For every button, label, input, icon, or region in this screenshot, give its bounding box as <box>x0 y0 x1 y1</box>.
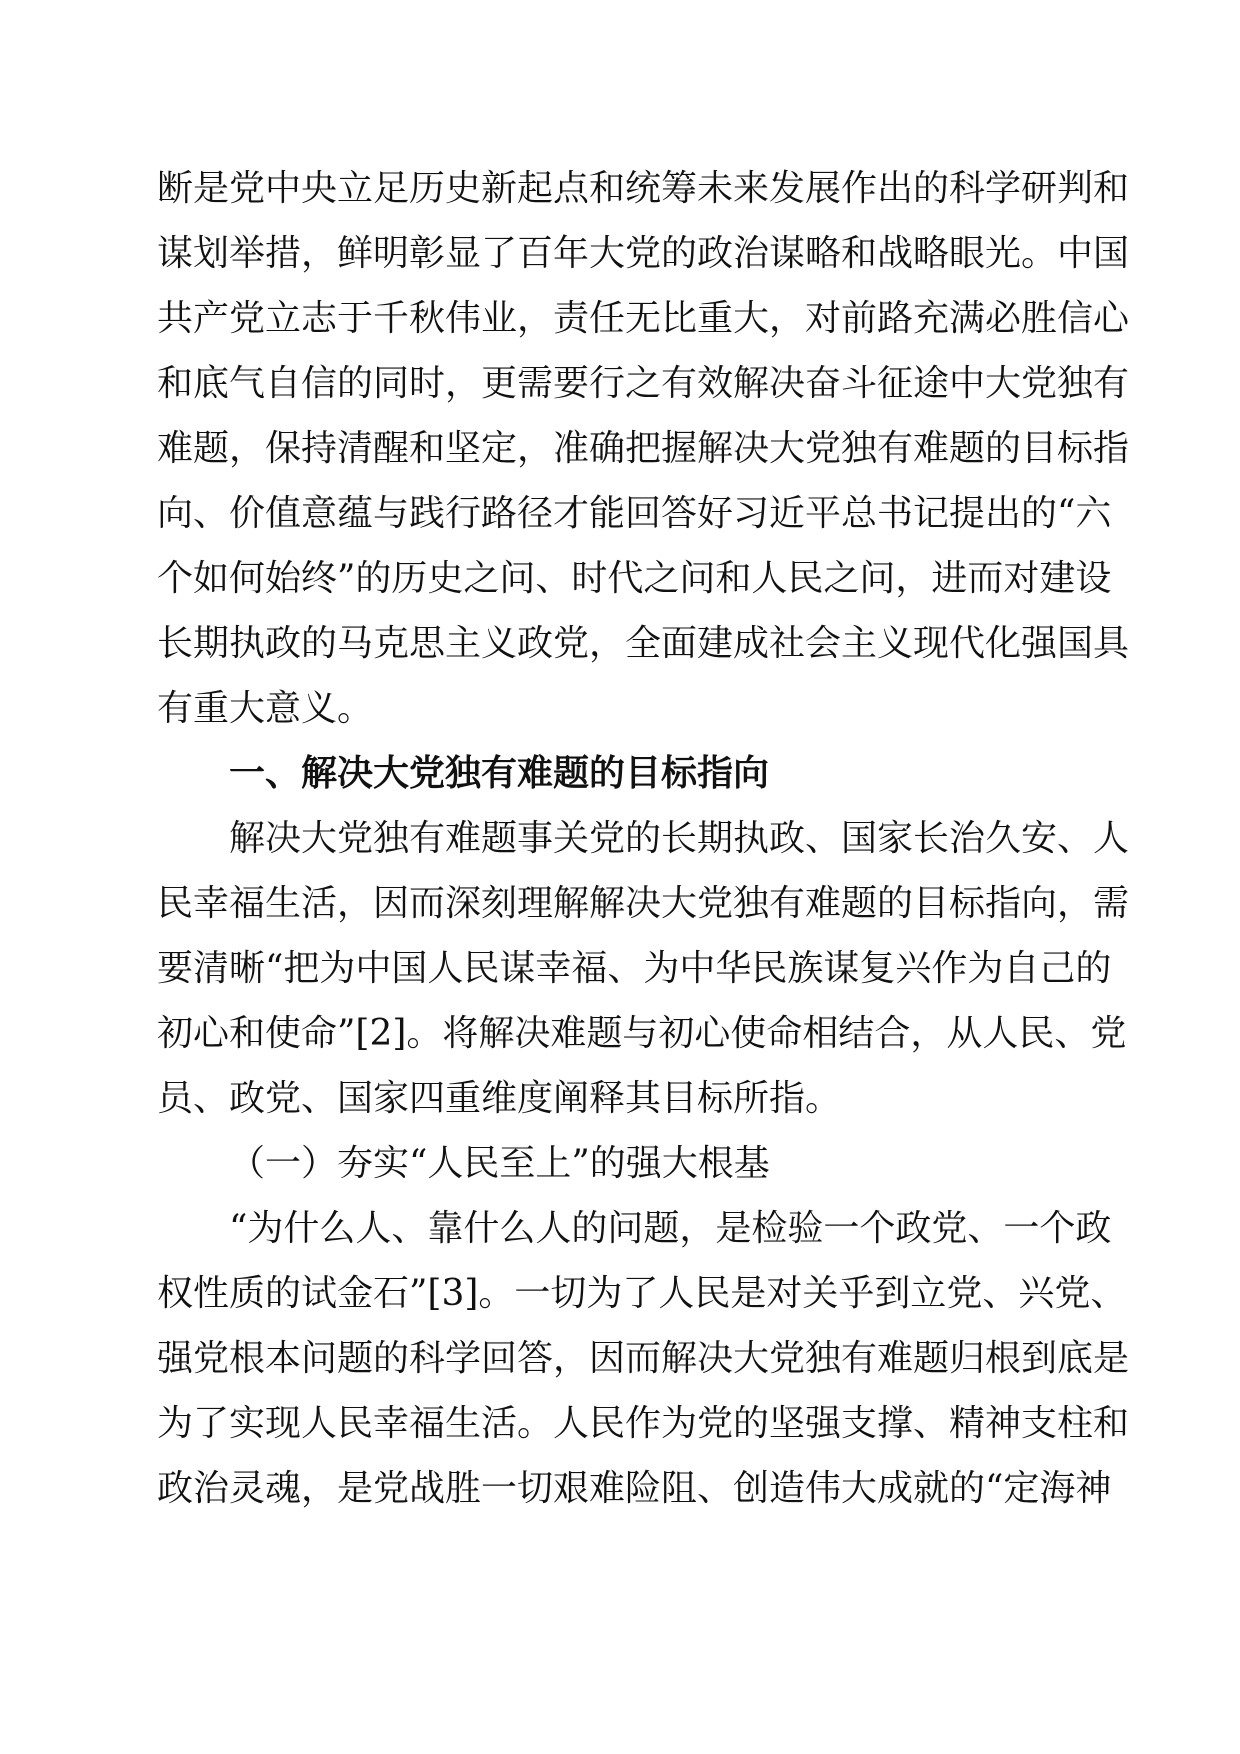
body-text-line: 长期执政的马克思主义政党，全面建成社会主义现代化强国具 <box>157 623 1130 664</box>
body-text-line: 和底气自信的同时，更需要行之有效解决奋斗征途中大党独有 <box>157 363 1130 404</box>
body-text-line: 难题，保持清醒和坚定，准确把握解决大党独有难题的目标指 <box>157 428 1130 469</box>
body-text-line: 要清晰“把为中国人民谋幸福、为中华民族谋复兴作为自己的 <box>157 948 1112 989</box>
paragraph-first-line: “为什么人、靠什么人的问题，是检验一个政党、一个政 <box>229 1208 1112 1249</box>
body-text-line: 初心和使命”[2]。将解决难题与初心使命相结合，从人民、党 <box>157 1013 1127 1054</box>
body-text-line: 向、价值意蕴与践行路径才能回答好习近平总书记提出的“六 <box>157 493 1112 534</box>
body-text-line: 有重大意义。 <box>157 688 374 729</box>
body-text-line: 个如何始终”的历史之问、时代之问和人民之问，进而对建设 <box>157 558 1112 599</box>
body-text-line: 强党根本问题的科学回答，因而解决大党独有难题归根到底是 <box>157 1338 1130 1379</box>
body-text-line: 民幸福生活，因而深刻理解解决大党独有难题的目标指向，需 <box>157 883 1130 924</box>
subsection-heading: （一）夯实“人民至上”的强大根基 <box>229 1143 770 1184</box>
body-text-line: 共产党立志于千秋伟业，责任无比重大，对前路充满必胜信心 <box>157 298 1130 339</box>
section-heading: 一、解决大党独有难题的目标指向 <box>229 753 770 794</box>
body-text-line: 断是党中央立足历史新起点和统筹未来发展作出的科学研判和 <box>157 168 1130 209</box>
body-text-line: 权性质的试金石”[3]。一切为了人民是对关乎到立党、兴党、 <box>157 1273 1127 1314</box>
body-text-line: 政治灵魂，是党战胜一切艰难险阻、创造伟大成就的“定海神 <box>157 1468 1112 1509</box>
paragraph-first-line: 解决大党独有难题事关党的长期执政、国家长治久安、人 <box>229 818 1130 859</box>
body-text-line: 员、政党、国家四重维度阐释其目标所指。 <box>157 1078 842 1119</box>
body-text-line: 谋划举措，鲜明彰显了百年大党的政治谋略和战略眼光。中国 <box>157 233 1130 274</box>
body-text-line: 为了实现人民幸福生活。人民作为党的坚强支撑、精神支柱和 <box>157 1403 1130 1444</box>
